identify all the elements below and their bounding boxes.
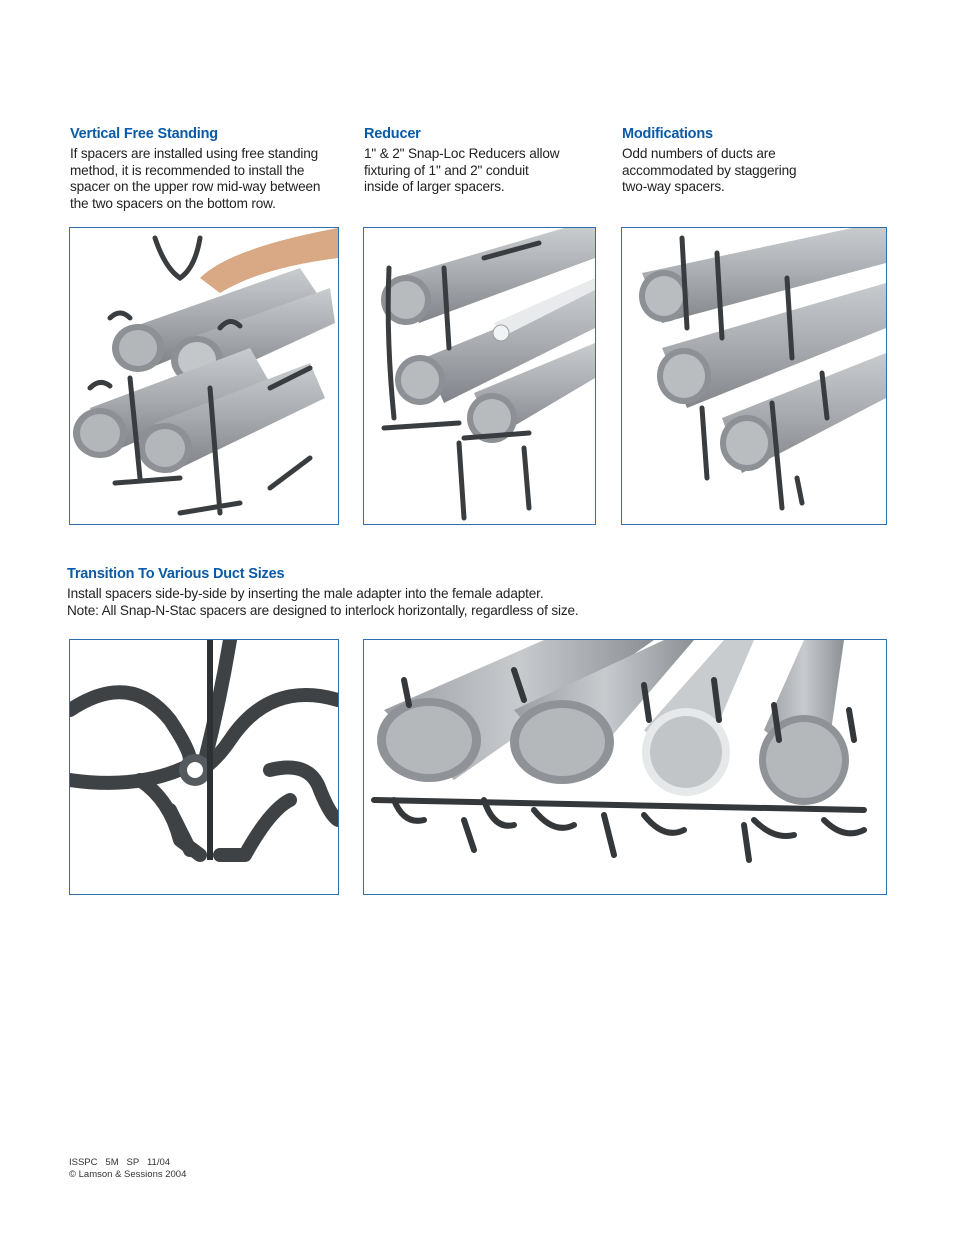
section-transition bbox=[67, 566, 687, 619]
section-body: Install spacers side-by-side by inserting the male adapter into the female adapter. Note: All Snap-N-Stac spacers are designed to interlock horizontally, regardless of size. bbox=[67, 586, 579, 618]
footer bbox=[69, 1157, 186, 1180]
interlock-closeup-illustration bbox=[70, 640, 338, 894]
section-body: Odd numbers of ducts are accommodated by staggering two-way spacers. bbox=[622, 146, 797, 195]
spacer-stack-illustration bbox=[70, 228, 338, 524]
section-title: Reducer bbox=[364, 126, 421, 142]
section-title: Modifications bbox=[622, 126, 713, 142]
section-title: Transition To Various Duct Sizes bbox=[67, 566, 285, 582]
photo-transition-duct-sizes bbox=[363, 639, 887, 895]
reducer-illustration bbox=[364, 228, 595, 524]
footer-copyright: © Lamson & Sessions 2004 bbox=[69, 1168, 187, 1180]
section-vertical-free-standing bbox=[70, 126, 350, 212]
section-body: 1" & 2" Snap-Loc Reducers allow fixturing of 1" and 2" conduit inside of larger spacers. bbox=[364, 146, 560, 195]
photo-modifications bbox=[621, 227, 887, 525]
footer-code: ISSPC 5M SP 11/04 bbox=[69, 1157, 171, 1168]
modifications-illustration bbox=[622, 228, 886, 524]
photo-interlock-closeup bbox=[69, 639, 339, 895]
section-body: If spacers are installed using free standing method, it is recommended to install the spacer on the upper row mid-way between the two spacers on the bottom row. bbox=[70, 146, 321, 211]
section-title: Vertical Free Standing bbox=[70, 126, 218, 142]
photo-reducer bbox=[363, 227, 596, 525]
photo-vertical-free-standing bbox=[69, 227, 339, 525]
section-modifications bbox=[622, 126, 862, 196]
section-reducer bbox=[364, 126, 604, 196]
transition-illustration bbox=[364, 640, 886, 894]
